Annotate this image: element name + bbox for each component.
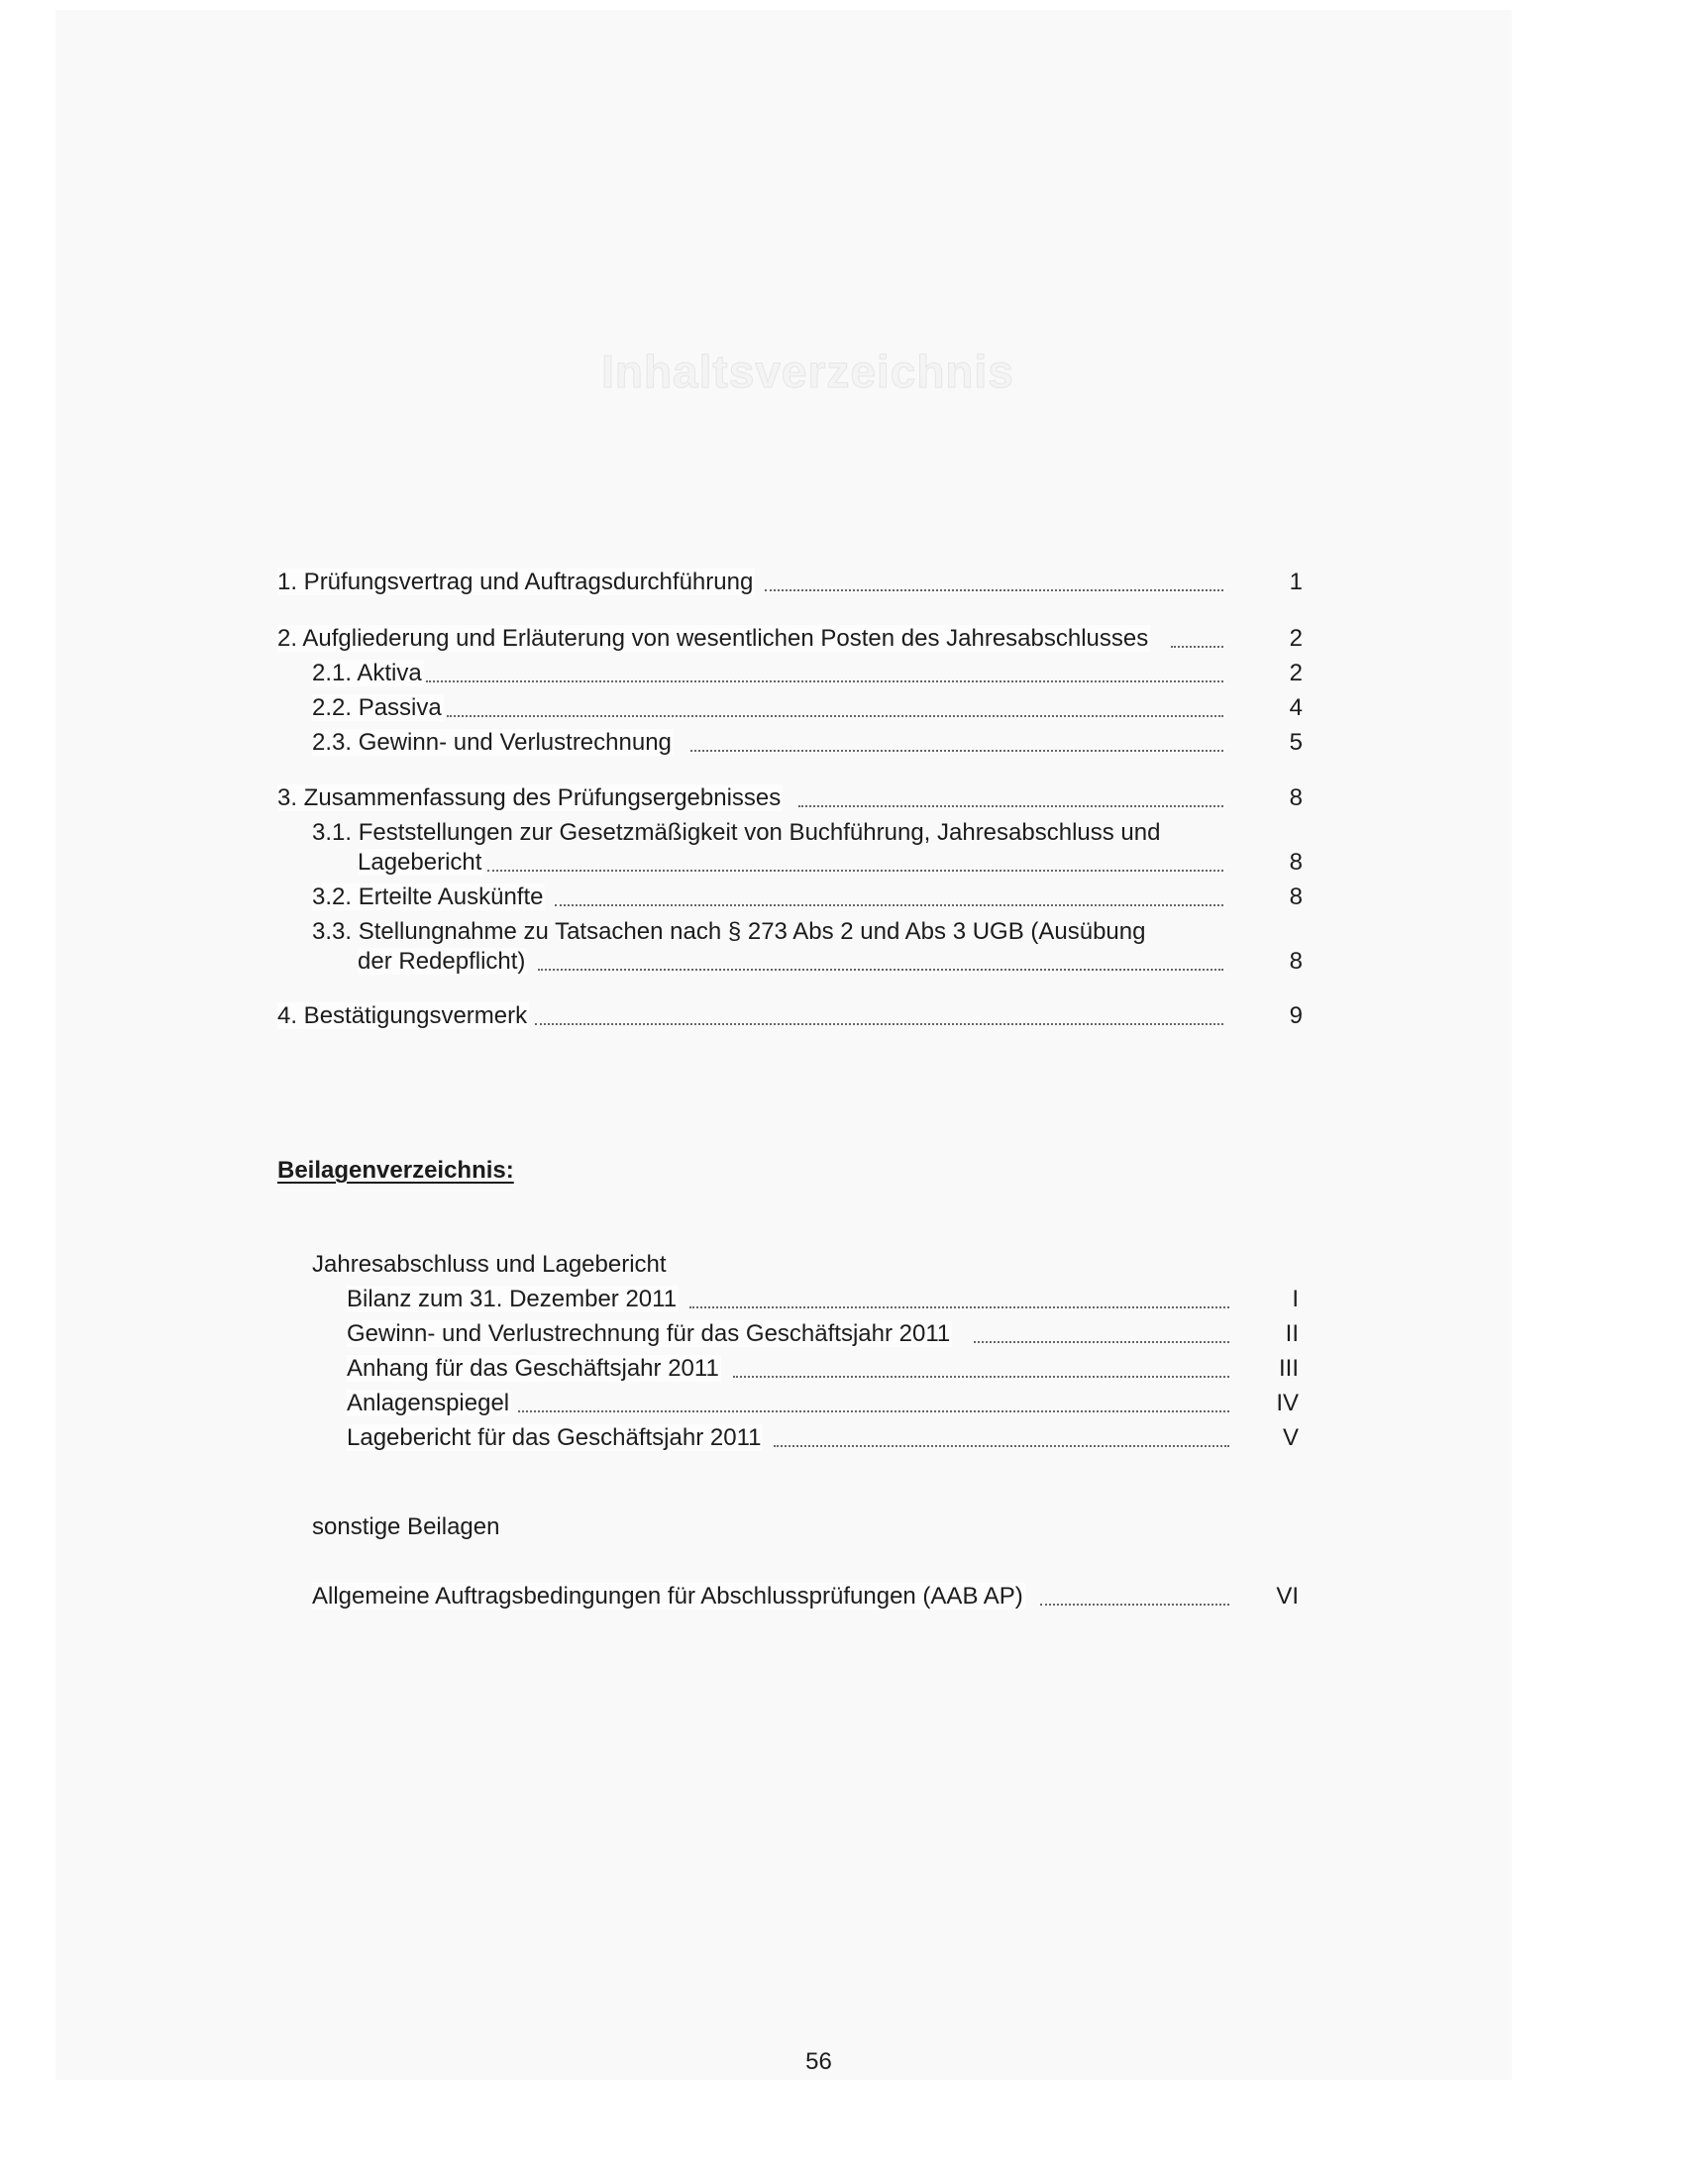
beilagen-entry [0, 1285, 1685, 1314]
toc-entry-text: 3.2. Erteilte Auskünfte [312, 884, 544, 910]
beilagen-entry-page: V [1282, 1424, 1299, 1451]
toc-entry-page: 4 [1289, 694, 1303, 721]
toc-entry-text: 2. Aufgliederung und Erläuterung von wesentlichen Posten des Jahresabschlusses [277, 625, 1149, 652]
toc-entry [0, 693, 1685, 723]
beilagen-entry [0, 1389, 1685, 1418]
page-number: 56 [805, 2048, 832, 2075]
toc-leader [974, 1313, 1229, 1343]
beilagen-entry [0, 1582, 1685, 1612]
toc-entry-text-line1: 3.3. Stellungnahme zu Tatsachen nach § 273 Abs 2 und Abs 3 UGB (Ausübung [312, 918, 1146, 945]
toc-leader [535, 995, 1223, 1025]
toc-entry [0, 1001, 1685, 1031]
toc-entry-page: 8 [1289, 784, 1303, 811]
beilagen-heading: Beilagenverzeichnis: [277, 1157, 514, 1184]
toc-entry-text: 4. Bestätigungsvermerk [277, 1002, 528, 1029]
beilagen-entry-text: Lagebericht für das Geschäftsjahr 2011 [347, 1424, 762, 1451]
toc-entry-page: 2 [1289, 660, 1303, 686]
toc-leader [555, 877, 1223, 906]
beilagen-entry-text: Allgemeine Auftragsbedingungen für Abschlussprüfungen (AAB AP) [312, 1583, 1023, 1610]
beilagen-entry [0, 1354, 1685, 1384]
toc-entry [0, 848, 1685, 878]
beilagen-entry-text: Gewinn- und Verlustrechnung für das Geschäftsjahr 2011 [347, 1320, 951, 1347]
beilagen-entry-text: Bilanz zum 31. Dezember 2011 [347, 1286, 678, 1312]
toc-leader [518, 1383, 1229, 1412]
toc-entry-page: 5 [1289, 729, 1303, 756]
beilagen-entry-text: Anhang für das Geschäftsjahr 2011 [347, 1355, 719, 1382]
page-background [55, 10, 1512, 2080]
toc-entry-text: 3. Zusammenfassung des Prüfungsergebnisses [277, 784, 782, 811]
beilagen-entry-page: IV [1276, 1390, 1299, 1416]
toc-leader [689, 1279, 1229, 1308]
toc-leader [447, 687, 1223, 717]
document-title: Inhaltsverzeichnis [601, 346, 1014, 397]
toc-entry-text: Lagebericht [358, 849, 482, 876]
beilagen-entry [0, 1319, 1685, 1349]
toc-leader [798, 778, 1223, 807]
toc-entry-page: 8 [1289, 849, 1303, 876]
beilagen-entry-page: III [1278, 1355, 1299, 1382]
toc-leader [1040, 1576, 1229, 1606]
toc-entry [0, 568, 1685, 597]
toc-leader [765, 562, 1223, 591]
beilagen-group-label: Jahresabschluss und Lagebericht [312, 1251, 667, 1278]
beilagen-entry [0, 1423, 1685, 1453]
toc-leader [487, 842, 1223, 872]
beilagen-group-label: sonstige Beilagen [312, 1513, 500, 1540]
toc-entry-text-line1: 3.1. Feststellungen zur Gesetzmäßigkeit von Buchführung, Jahresabschluss und [312, 819, 1161, 846]
toc-entry-text: 2.1. Aktiva [312, 660, 422, 686]
toc-entry-page: 8 [1289, 948, 1303, 975]
toc-entry-text: der Redepflicht) [358, 948, 526, 975]
toc-entry-text: 2.2. Passiva [312, 694, 442, 721]
toc-leader [1171, 618, 1223, 648]
beilagen-entry-page: I [1292, 1286, 1299, 1312]
toc-leader [690, 722, 1223, 752]
toc-leader [426, 653, 1223, 682]
beilagen-entry-text: Anlagenspiegel [347, 1390, 510, 1416]
toc-entry-page: 9 [1289, 1002, 1303, 1029]
toc-entry-page: 2 [1289, 625, 1303, 652]
toc-leader [538, 941, 1223, 971]
toc-leader [733, 1348, 1229, 1378]
toc-entry [0, 883, 1685, 912]
toc-entry-text: 1. Prüfungsvertrag und Auftragsdurchführung [277, 569, 754, 595]
toc-entry [0, 728, 1685, 758]
toc-entry [0, 783, 1685, 813]
toc-entry [0, 947, 1685, 977]
toc-entry-page: 1 [1289, 569, 1303, 595]
toc-entry-page: 8 [1289, 884, 1303, 910]
toc-entry [0, 659, 1685, 688]
beilagen-entry-page: II [1285, 1320, 1299, 1347]
toc-entry-text: 2.3. Gewinn- und Verlustrechnung [312, 729, 672, 756]
toc-leader [774, 1417, 1229, 1447]
beilagen-entry-page: VI [1276, 1583, 1299, 1610]
toc-entry [0, 624, 1685, 654]
